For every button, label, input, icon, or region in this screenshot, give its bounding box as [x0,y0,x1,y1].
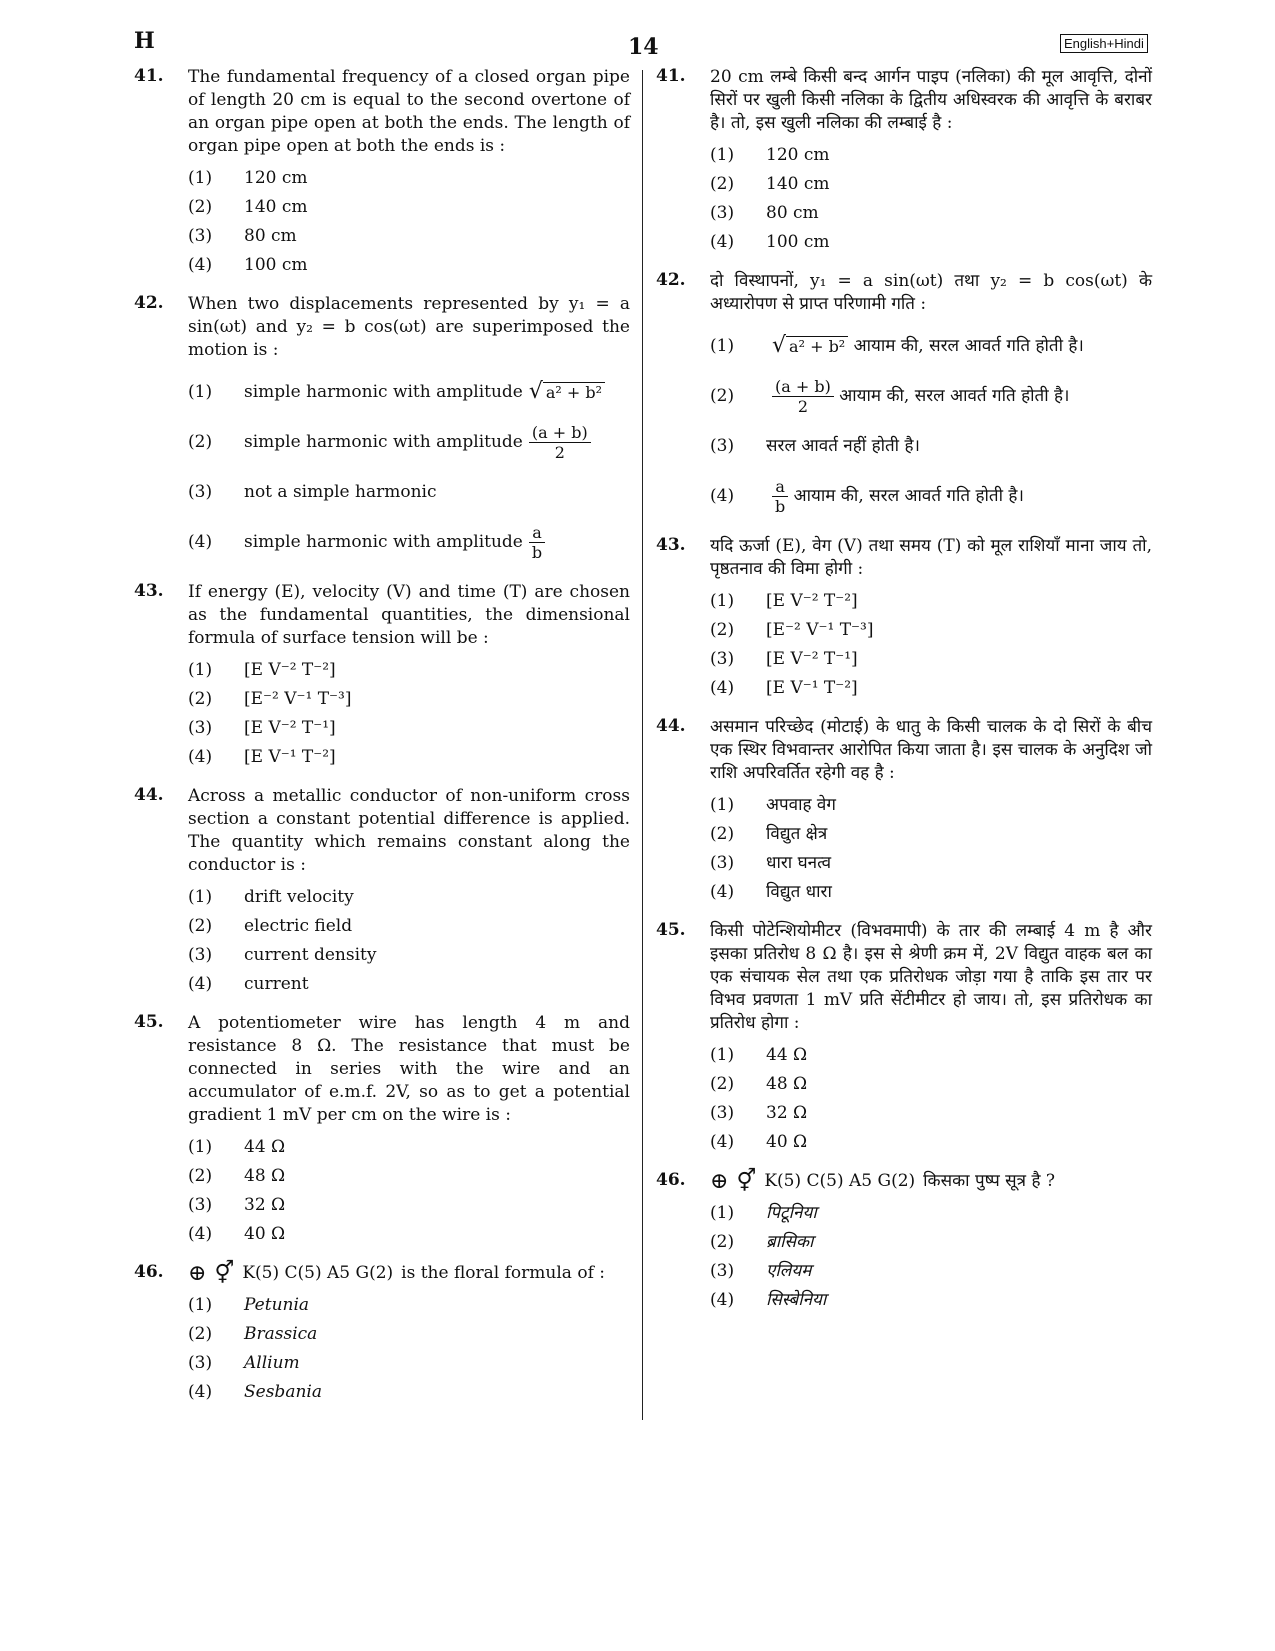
question-number: 43. [134,581,164,601]
option-4: (4) सिस्बेनिया [710,1289,827,1310]
option-4: (4) [E V⁻¹ T⁻²] [188,746,336,767]
option-1: (1) [E V⁻² T⁻²] [188,659,336,680]
question-45-en [134,1012,630,1248]
option-3: (3) current density [188,944,377,965]
question-46-hi [656,1170,1152,1314]
question-number: 46. [134,1262,164,1282]
question-text: When two displacements represented by y₁ = a sin(ωt) and y₂ = b cos(ωt) are superimposed the motion is : [188,294,630,360]
floral-formula: K(5) C(5) A5 G(2) [764,1171,916,1191]
column-divider [642,70,643,1420]
option-3: (3) Allium [188,1352,300,1373]
option-1: (1) 120 cm [710,144,830,165]
question-46-en [134,1262,630,1406]
option-1: (1) अपवाह वेग [710,794,836,815]
option-2: (2) simple harmonic with amplitude $\frac{(a + b)}{2}$ [188,417,630,467]
question-text: A potentiometer wire has length 4 m and resistance 8 Ω. The resistance that must be connected in series with the wire and an accumulator of e.m.f. 2V, so as to get a potential gradient 1 mV per cm on the wire is : [188,1013,630,1125]
option-4: (4) Sesbania [188,1381,322,1402]
question-number: 45. [134,1012,164,1032]
set-code: H [134,28,155,54]
option-1: (1) 44 Ω [710,1044,808,1065]
option-1: (1) simple harmonic with amplitude √ a² + b² [188,367,630,417]
question-text: यदि ऊर्जा (E), वेग (V) तथा समय (T) को मूल राशियाँ माना जाय तो, पृष्ठतनाव की विमा होगी : [710,536,1152,579]
question-41-hi [656,66,1152,256]
option-4: (4) simple harmonic with amplitude $\frac{a}{b}$ [188,517,630,567]
english-column [134,66,630,1420]
option-3: (3) [E V⁻² T⁻¹] [188,717,336,738]
option-2: (2) ब्रासिका [710,1231,814,1252]
fraction: $\frac{(a + b)}{2}$ [529,423,591,462]
option-2: (2) 140 cm [188,196,308,217]
option-3: (3) [E V⁻² T⁻¹] [710,648,858,669]
question-number: 46. [656,1170,686,1190]
question-number: 43. [656,535,686,555]
option-2: (2) [E⁻² V⁻¹ T⁻³] [710,619,874,640]
question-44-hi [656,716,1152,906]
option-2: (2) electric field [188,915,353,936]
option-3: (3) धारा घनत्व [710,852,832,873]
option-2: (2) विद्युत क्षेत्र [710,823,828,844]
option-4: (4) 40 Ω [188,1223,286,1244]
option-1: (1) drift velocity [188,886,354,907]
sqrt-expression: √ a² + b² [529,381,605,404]
option-2: (2) 48 Ω [710,1073,808,1094]
question-number: 45. [656,920,686,940]
option-4: (4) 100 cm [188,254,308,275]
option-4: (4) current [188,973,309,994]
question-text: असमान परिच्छेद (मोटाई) के धातु के किसी चालक के दो सिरों के बीच एक स्थिर विभवान्तर आरोपित किया जाता है। इस चालक के अनुदिश जो राशि अपरिवर्तित रहेगी वह है : [710,717,1152,783]
option-2: (2) 140 cm [710,173,830,194]
option-3: (3) not a simple harmonic [188,482,437,502]
option-3: (3) 80 cm [710,202,819,223]
option-3: (3) एलियम [710,1260,812,1281]
question-42-en [134,293,630,567]
question-43-hi [656,535,1152,702]
question-text: दो विस्थापनों, y₁ = a sin(ωt) तथा y₂ = b cos(ωt) के अध्यारोपण से प्राप्त परिणामी गति : [710,271,1152,314]
question-text: ⊕ ⚥ K(5) C(5) A5 G(2) is the floral formula of : [188,1261,605,1286]
option-4: (4) 40 Ω [710,1131,808,1152]
fraction: $\frac{a}{b}$ [772,477,788,516]
option-2: (2) 48 Ω [188,1165,286,1186]
question-text: ⊕ ⚥ K(5) C(5) A5 G(2) किसका पुष्प सूत्र है ? [710,1169,1055,1194]
option-1: (1) Petunia [188,1294,310,1315]
question-text: Across a metallic conductor of non-uniform cross section a constant potential difference is applied. The quantity which remains constant along the conductor is : [188,786,630,875]
question-text: If energy (E), velocity (V) and time (T) are chosen as the fundamental quantities, the dimensional formula of surface tension will be : [188,582,630,648]
question-text: किसी पोटेन्शियोमीटर (विभवमापी) के तार की लम्बाई 4 m है और इसका प्रतिरोध 8 Ω है। इस से श्रेणी क्रम में, 2V विद्युत वाहक बल का एक संचायक सेल तथा एक प्रतिरोधक जोड़ा गया है ताकि इस तार पर विभव प्रवणता 1 mV प्रति सेंटीमीटर हो जाय। तो, इस प्रतिरोधक का प्रतिरोध होगा : [710,921,1152,1033]
question-44-en [134,785,630,998]
bisexual-symbol-icon: ⚥ [214,1261,235,1286]
actinomorphic-symbol-icon: ⊕ [188,1261,207,1286]
option-3: (3) 32 Ω [710,1102,808,1123]
question-number: 41. [656,66,686,86]
question-45-hi [656,920,1152,1156]
option-3: (3) 32 Ω [188,1194,286,1215]
question-number: 44. [134,785,164,805]
sqrt-expression: √ a² + b² [772,335,848,358]
option-4: (4) विद्युत धारा [710,881,832,902]
option-4: (4) [E V⁻¹ T⁻²] [710,677,858,698]
fraction: $\frac{(a + b)}{2}$ [772,377,834,416]
option-1: (1) 44 Ω [188,1136,286,1157]
bisexual-symbol-icon: ⚥ [736,1169,757,1194]
option-4: (4) 100 cm [710,231,830,252]
question-number: 42. [134,293,164,313]
fraction: $\frac{a}{b}$ [529,523,545,562]
option-2: (2) $\frac{(a + b)}{2}$ आयाम की, सरल आवर्त गति होती है। [710,376,1070,416]
hindi-column [656,66,1152,1328]
option-1: (1) [E V⁻² T⁻²] [710,590,858,611]
option-4: (4) $\frac{a}{b}$ आयाम की, सरल आवर्त गति होती है। [710,476,1024,516]
option-3: (3) सरल आवर्त नहीं होती है। [710,436,920,456]
question-text: 20 cm लम्बे किसी बन्द आर्गन पाइप (नलिका) की मूल आवृत्ति, दोनों सिरों पर खुली किसी नलिका के द्वितीय अधिस्वरक की आवृत्ति के बराबर है। तो, इस खुली नलिका की लम्बाई है : [710,67,1152,133]
question-43-en [134,581,630,771]
floral-formula: K(5) C(5) A5 G(2) [242,1263,394,1283]
option-1: (1) पिटूनिया [710,1202,817,1223]
language-badge: English+Hindi [1060,34,1148,53]
option-1: (1) √ a² + b² आयाम की, सरल आवर्त गति होती है। [710,332,1084,358]
actinomorphic-symbol-icon: ⊕ [710,1169,729,1194]
question-number: 41. [134,66,164,86]
question-text: The fundamental frequency of a closed organ pipe of length 20 cm is equal to the second overtone of an organ pipe open at both the ends. The length of organ pipe open at both the ends is : [188,67,630,156]
question-41-en [134,66,630,279]
option-3: (3) 80 cm [188,225,297,246]
option-2: (2) [E⁻² V⁻¹ T⁻³] [188,688,352,709]
question-number: 44. [656,716,686,736]
question-42-hi [656,270,1152,521]
question-number: 42. [656,270,686,290]
option-1: (1) 120 cm [188,167,308,188]
option-2: (2) Brassica [188,1323,318,1344]
page-number: 14 [628,34,659,60]
